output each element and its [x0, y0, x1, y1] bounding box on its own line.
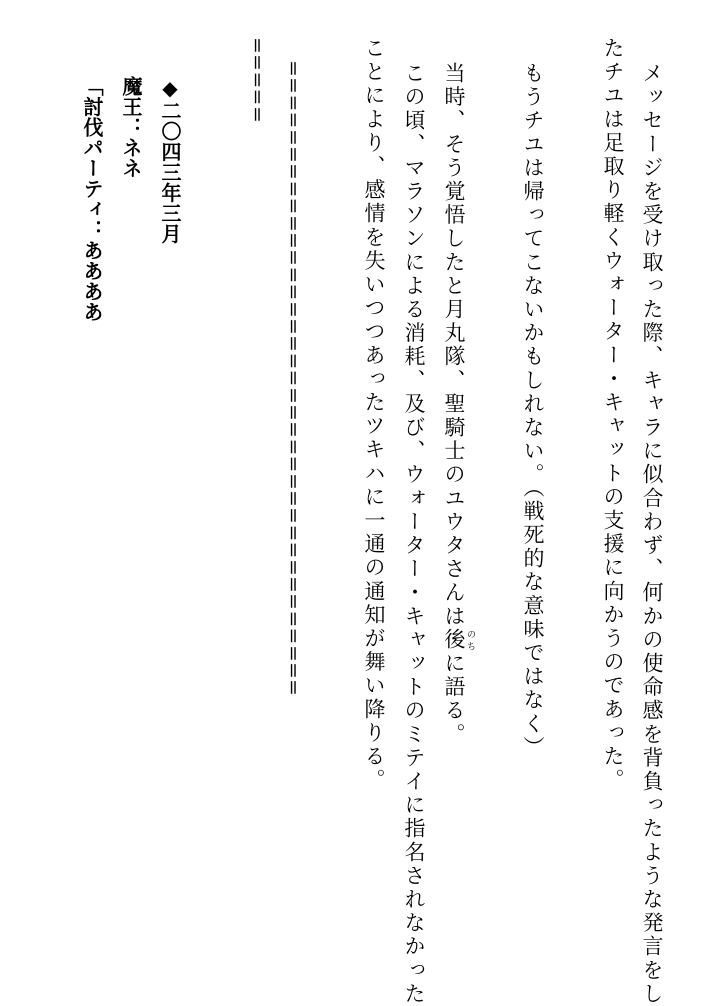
body-text-line: ことにより、感情を失いつつあったツキハに一通の通知が舞い降りる。 — [362, 37, 386, 793]
party-line: 「討伐パーティ：ああああ — [80, 76, 104, 322]
demon-king-line: 魔王：ネネ — [119, 76, 143, 179]
section-separator-short: ＝＝＝＝＝ — [245, 37, 265, 123]
ruby-word — [442, 628, 475, 653]
body-text-line: たチユは足取り軽くウォーター・キャットの支援に向かうのであった。 — [601, 37, 625, 793]
body-text-line-with-ruby — [443, 62, 475, 746]
ruby-reading: のち — [465, 628, 475, 652]
ruby-base: 後 — [442, 628, 466, 653]
date-heading: ◆二〇四三年三月 — [158, 76, 182, 244]
body-text-line: この頃、マラソンによる消耗、及び、ウォーター・キャットのミテイに指名されなかった — [402, 62, 426, 1006]
section-separator-long: ＝＝＝＝＝＝＝＝＝＝＝＝＝＝＝＝＝＝＝＝＝＝＝＝＝＝＝＝＝＝＝＝＝＝＝＝＝ — [281, 60, 301, 697]
body-text-line: もうチユは帰ってこないかもしれない。（戦死的な意味ではなく） — [521, 62, 545, 760]
line-text-end: に語る。 — [442, 652, 466, 747]
line-text: 当時、そう覚悟したと月丸隊、聖騎士のユウタさんは — [442, 62, 466, 629]
body-text-line: メッセージを受け取った際、キャラに似合わず、何かの使命感を背負ったような発言をし — [640, 62, 664, 1006]
